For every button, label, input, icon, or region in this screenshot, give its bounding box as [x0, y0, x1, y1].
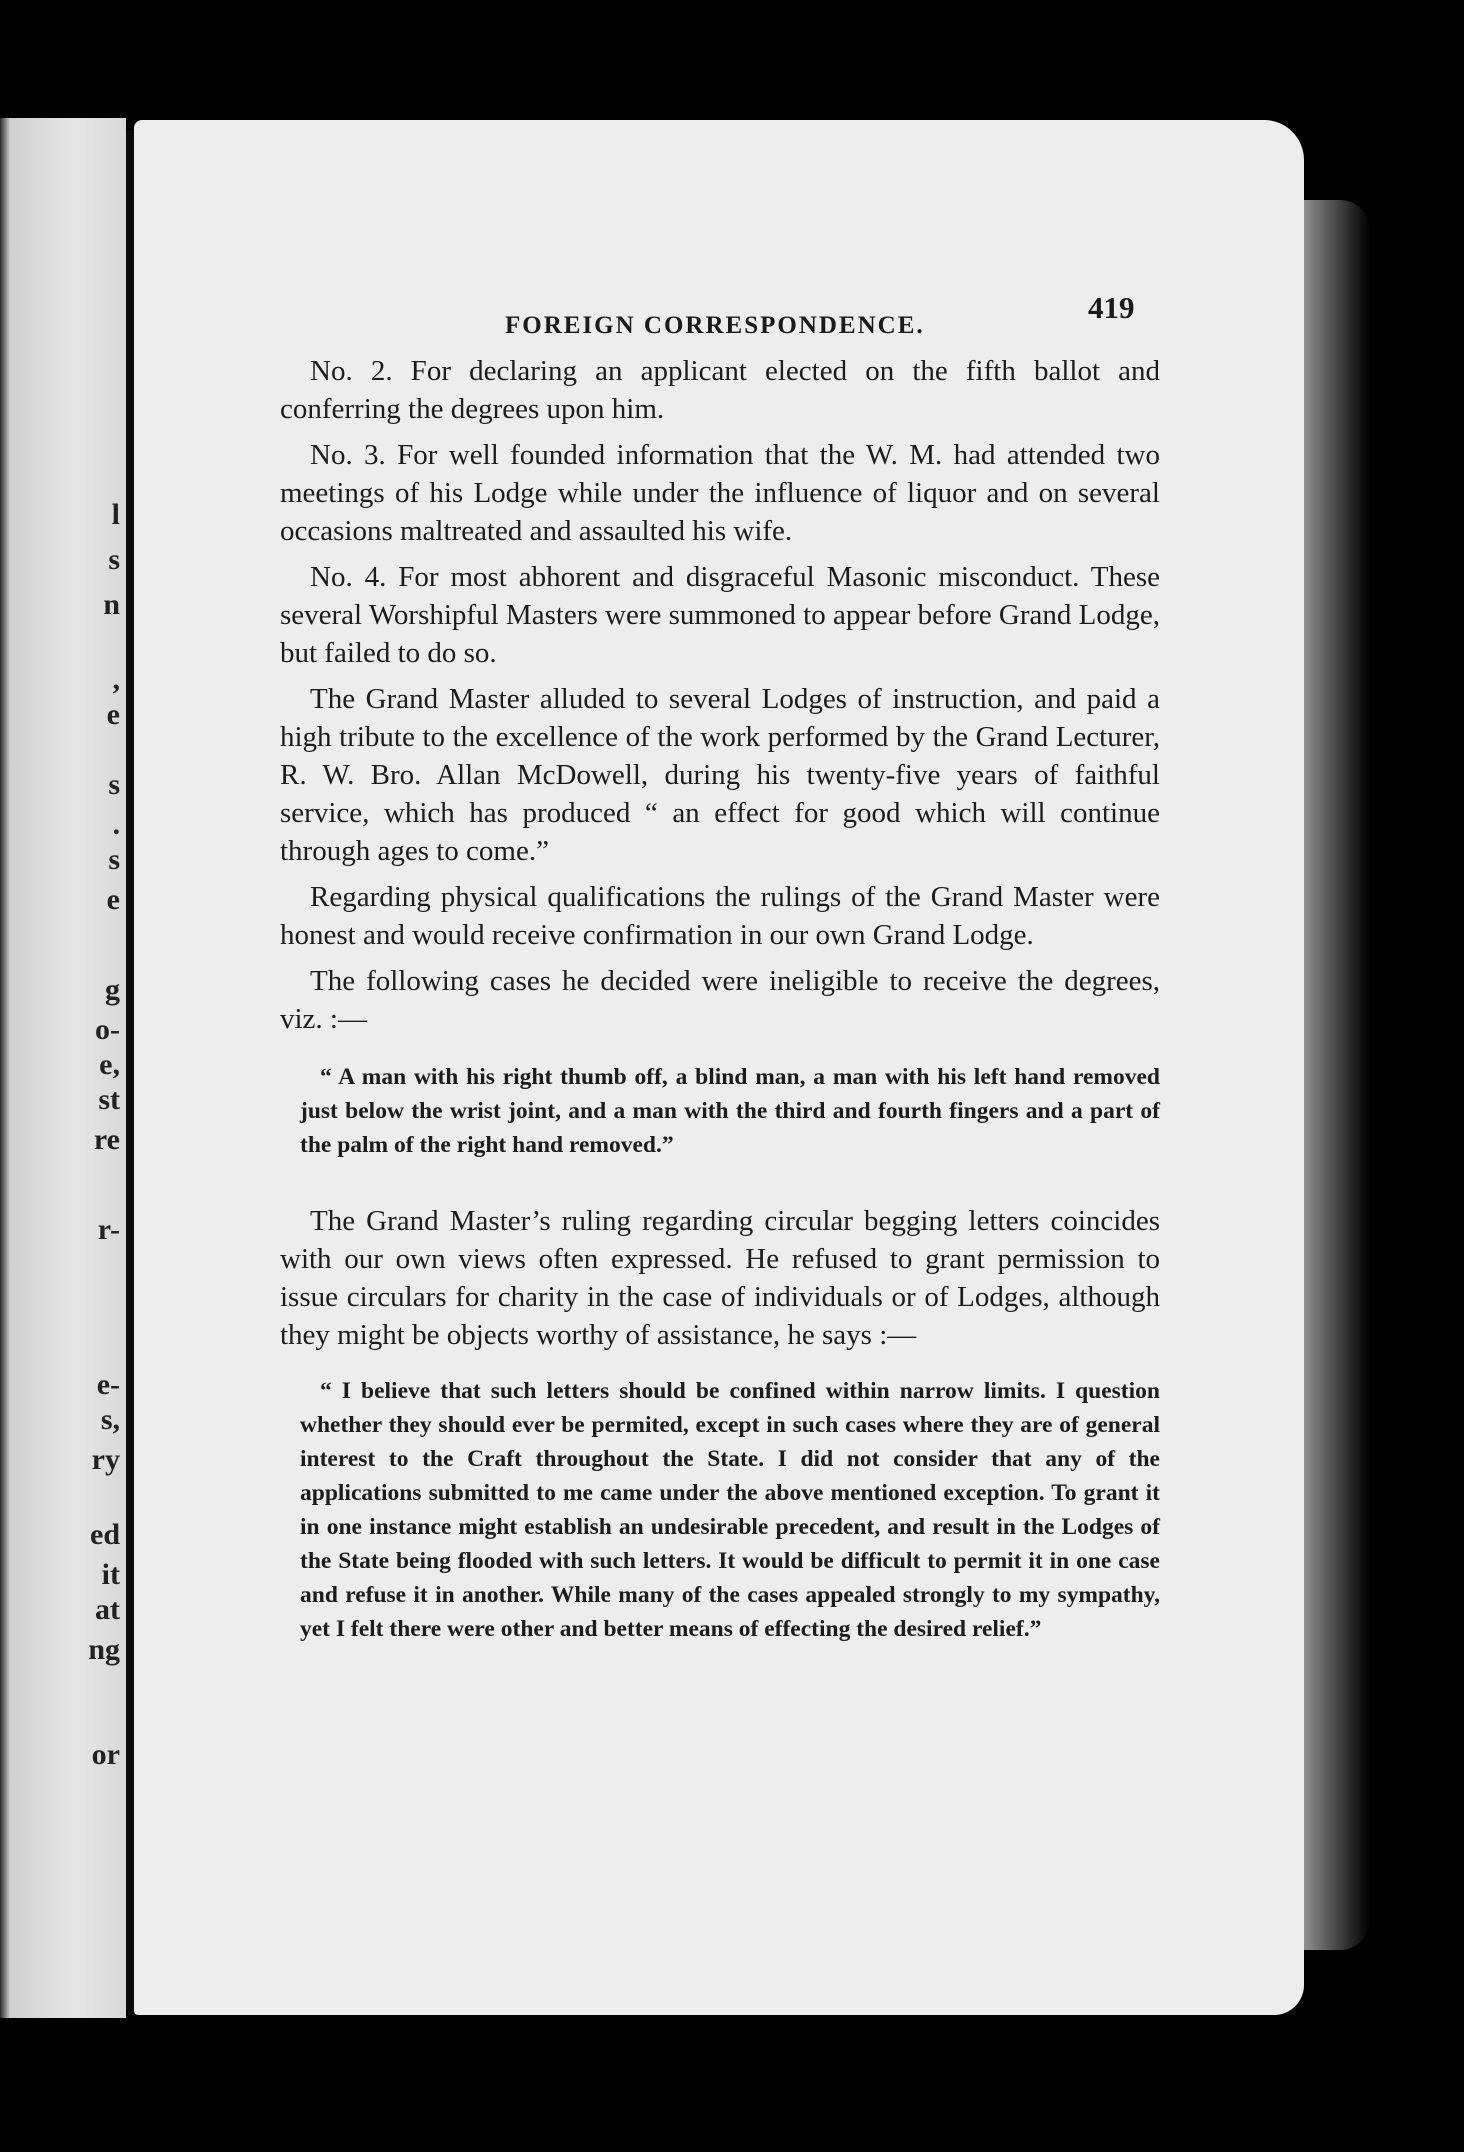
- fragment: .: [112, 808, 120, 841]
- fragment: e-: [96, 1368, 120, 1401]
- fragment: st: [98, 1083, 120, 1116]
- fragment: s,: [100, 1403, 120, 1436]
- fragment: ry: [91, 1443, 120, 1476]
- page-number: 419: [1088, 290, 1135, 325]
- fragment: ed: [90, 1518, 120, 1551]
- fragment: e: [106, 883, 120, 916]
- paragraph: No. 2. For declaring an applicant elected on the fifth ballot and conferring the degrees upon him.: [280, 355, 1160, 425]
- fragment: ng: [88, 1633, 120, 1666]
- page-body: [280, 352, 1160, 1686]
- block-quote: “ I believe that such letters should be confined within narrow limits. I question whether they should ever be permited, except in such cases where they are of general interest to the Craft throughout the State. I did not consider that any of the applications submitted to me came under the above mentioned exception. To grant it in one instance might establish an undesirable precedent, and result in the Lodges of the State being flooded with such letters. It would be difficult to permit it in one case and refuse it in another. While many of the cases appealed strongly to my sympathy, yet I felt there were other and better means of effecting the desired relief.”: [300, 1378, 1160, 1642]
- running-head: FOREIGN CORRESPONDENCE.: [505, 312, 925, 339]
- paragraph: The Grand Master alluded to several Lodges of instruction, and paid a high tribute to the excellence of the work performed by the Grand Lecturer, R. W. Bro. Allan McDowell, during his twenty-five years of faithful service, which has produced “ an effect for good which will continue through ages to come.”: [280, 683, 1160, 867]
- fragment: ,: [112, 663, 120, 696]
- paragraph: No. 4. For most abhorent and disgraceful Masonic misconduct. These several Worshipful Masters were summoned to appear before Grand Lodge, but failed to do so.: [280, 561, 1160, 669]
- fragment: s: [108, 843, 120, 876]
- fragment: r-: [97, 1213, 120, 1246]
- fragment: it: [101, 1558, 120, 1591]
- fragment: g: [105, 973, 120, 1006]
- paragraph: The following cases he decided were ineligible to receive the degrees, viz. :—: [280, 965, 1160, 1035]
- fragment: at: [95, 1593, 120, 1626]
- page-edge-shadow: [1300, 200, 1370, 1950]
- fragment: re: [93, 1123, 120, 1156]
- fragment: e: [106, 698, 120, 731]
- book-gutter: [126, 130, 134, 2010]
- facing-page-fragment: [0, 118, 126, 2018]
- fragment: s: [108, 768, 120, 801]
- fragment: or: [91, 1738, 120, 1771]
- fragment: s: [108, 543, 120, 576]
- fragment: o-: [95, 1013, 120, 1046]
- paragraph: Regarding physical qualifications the rulings of the Grand Master were honest and would receive confirmation in our own Grand Lodge.: [280, 881, 1160, 951]
- block-quote: “ A man with his right thumb off, a blind man, a man with his left hand removed just below the wrist joint, and a man with the third and fourth fingers and a part of the palm of the right hand removed.”: [300, 1064, 1160, 1158]
- paragraph: The Grand Master’s ruling regarding circular begging letters coincides with our own views often expressed. He refused to grant permission to issue circulars for charity in the case of individuals or of Lodges, although they might be objects worthy of assistance, he says :—: [280, 1205, 1160, 1351]
- paragraph: No. 3. For well founded information that the W. M. had attended two meetings of his Lodge while under the influence of liquor and on several occasions maltreated and assaulted his wife.: [280, 439, 1160, 547]
- fragment: e,: [99, 1048, 120, 1081]
- fragment: n: [103, 588, 120, 621]
- fragment: l: [111, 498, 120, 531]
